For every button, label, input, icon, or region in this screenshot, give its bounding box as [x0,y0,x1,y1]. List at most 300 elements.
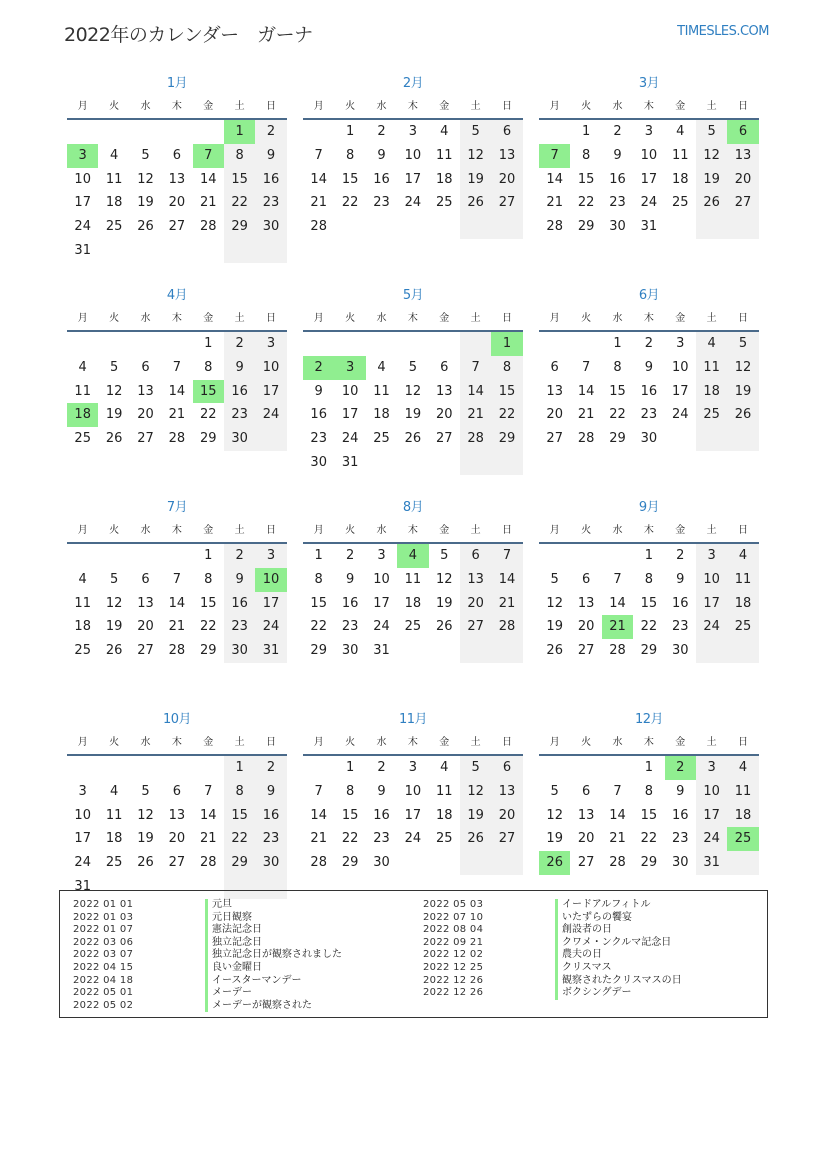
day-cell[interactable]: 27 [577,643,595,659]
day-cell[interactable]: 2 [377,124,386,139]
day-cell[interactable]: 15 [199,595,217,611]
day-cell[interactable]: 20 [460,592,491,616]
day-cell[interactable]: 13 [491,144,522,168]
day-cell[interactable]: 28 [199,855,217,871]
day-cell[interactable]: 11 [105,807,123,823]
day-cell[interactable]: 21 [546,195,563,211]
day-cell[interactable]: 14 [199,807,217,823]
day-cell[interactable]: 23 [255,827,286,851]
day-cell[interactable]: 13 [546,383,563,399]
day-cell[interactable]: 13 [435,383,453,399]
day-cell[interactable]: 7 [613,571,622,587]
day-cell[interactable]: 9 [377,147,386,163]
day-cell[interactable]: 27 [460,615,491,639]
day-cell[interactable]: 29 [224,851,255,875]
day-cell[interactable]: 29 [224,215,255,239]
day-cell[interactable]: 19 [435,595,453,611]
day-cell[interactable]: 10 [373,571,390,587]
day-cell[interactable]: 21 [168,619,186,635]
day-cell[interactable]: 1 [644,548,653,563]
holiday-day-cell[interactable]: 7 [539,144,570,168]
day-cell[interactable]: 28 [460,427,491,451]
day-cell[interactable]: 14 [168,595,186,611]
day-cell[interactable]: 27 [491,827,522,851]
day-cell[interactable]: 26 [435,619,453,635]
day-cell[interactable]: 1 [345,124,355,139]
day-cell[interactable]: 9 [644,359,653,375]
day-cell[interactable]: 31 [640,219,658,235]
day-cell[interactable]: 12 [105,383,123,399]
day-cell[interactable]: 10 [255,356,286,380]
day-cell[interactable]: 30 [609,219,626,235]
day-cell[interactable]: 22 [640,831,658,847]
day-cell[interactable]: 20 [137,619,154,635]
day-cell[interactable]: 5 [460,756,491,780]
day-cell[interactable]: 17 [74,195,91,211]
day-cell[interactable]: 16 [373,807,390,823]
day-cell[interactable]: 9 [255,144,286,168]
day-cell[interactable]: 23 [224,615,255,639]
day-cell[interactable]: 8 [314,571,323,587]
day-cell[interactable]: 17 [74,831,91,847]
day-cell[interactable]: 13 [168,807,186,823]
day-cell[interactable]: 24 [671,407,689,423]
day-cell[interactable]: 27 [137,643,154,659]
day-cell[interactable]: 13 [168,171,186,187]
holiday-day-cell[interactable]: 2 [303,356,334,380]
day-cell[interactable]: 2 [644,336,653,351]
day-cell[interactable]: 14 [310,171,327,187]
day-cell[interactable]: 27 [727,191,758,215]
day-cell[interactable]: 16 [310,407,327,423]
day-cell[interactable]: 8 [613,359,622,375]
day-cell[interactable]: 26 [460,827,491,851]
day-cell[interactable]: 5 [109,359,119,375]
day-cell[interactable]: 17 [341,407,359,423]
day-cell[interactable]: 24 [696,827,727,851]
day-cell[interactable]: 2 [255,756,286,780]
day-cell[interactable]: 18 [74,619,91,635]
day-cell[interactable]: 6 [581,783,591,799]
day-cell[interactable]: 15 [310,595,327,611]
day-cell[interactable]: 14 [168,383,186,399]
day-cell[interactable]: 18 [105,195,123,211]
day-cell[interactable]: 23 [224,403,255,427]
day-cell[interactable]: 1 [644,760,653,775]
day-cell[interactable]: 5 [109,571,119,587]
day-cell[interactable]: 25 [74,431,91,447]
day-cell[interactable]: 24 [696,615,727,639]
day-cell[interactable]: 20 [137,407,154,423]
day-cell[interactable]: 3 [676,336,685,351]
day-cell[interactable]: 23 [671,619,689,635]
day-cell[interactable]: 3 [255,332,286,356]
day-cell[interactable]: 28 [609,855,626,871]
day-cell[interactable]: 17 [640,171,658,187]
day-cell[interactable]: 10 [404,147,422,163]
day-cell[interactable]: 4 [78,359,87,375]
day-cell[interactable]: 29 [341,855,359,871]
day-cell[interactable]: 11 [727,568,758,592]
day-cell[interactable]: 14 [460,380,491,404]
day-cell[interactable]: 11 [74,383,91,399]
day-cell[interactable]: 10 [74,807,91,823]
day-cell[interactable]: 30 [310,454,327,470]
day-cell[interactable]: 4 [696,332,727,356]
day-cell[interactable]: 8 [224,780,255,804]
day-cell[interactable]: 27 [546,431,563,447]
day-cell[interactable]: 1 [345,760,355,775]
day-cell[interactable]: 15 [491,380,522,404]
day-cell[interactable]: 21 [168,407,186,423]
day-cell[interactable]: 31 [373,643,390,659]
day-cell[interactable]: 9 [613,147,622,163]
day-cell[interactable]: 12 [435,571,453,587]
day-cell[interactable]: 28 [310,855,327,871]
day-cell[interactable]: 8 [644,783,653,799]
day-cell[interactable]: 9 [676,783,685,799]
day-cell[interactable]: 5 [440,548,449,563]
day-cell[interactable]: 20 [727,168,758,192]
day-cell[interactable]: 14 [609,595,626,611]
day-cell[interactable]: 19 [546,619,563,635]
day-cell[interactable]: 25 [727,615,758,639]
day-cell[interactable]: 20 [577,831,595,847]
day-cell[interactable]: 11 [74,595,91,611]
day-cell[interactable]: 8 [345,147,355,163]
day-cell[interactable]: 12 [696,144,727,168]
day-cell[interactable]: 16 [609,171,626,187]
day-cell[interactable]: 6 [172,783,181,799]
day-cell[interactable]: 7 [314,783,323,799]
day-cell[interactable]: 1 [581,124,591,139]
day-cell[interactable]: 26 [105,643,123,659]
day-cell[interactable]: 8 [345,783,355,799]
day-cell[interactable]: 20 [546,407,563,423]
day-cell[interactable]: 24 [404,195,422,211]
day-cell[interactable]: 30 [671,855,689,871]
day-cell[interactable]: 4 [440,760,449,775]
day-cell[interactable]: 20 [491,168,522,192]
day-cell[interactable]: 6 [491,756,522,780]
day-cell[interactable]: 25 [435,195,453,211]
day-cell[interactable]: 21 [491,592,522,616]
day-cell[interactable]: 2 [224,544,255,568]
day-cell[interactable]: 6 [491,120,522,144]
day-cell[interactable]: 26 [696,191,727,215]
day-cell[interactable]: 6 [172,147,181,163]
day-cell[interactable]: 17 [255,592,286,616]
day-cell[interactable]: 16 [671,807,689,823]
day-cell[interactable]: 27 [491,191,522,215]
day-cell[interactable]: 4 [109,147,119,163]
day-cell[interactable]: 6 [460,544,491,568]
day-cell[interactable]: 29 [199,431,217,447]
day-cell[interactable]: 29 [577,219,595,235]
day-cell[interactable]: 12 [460,780,491,804]
day-cell[interactable]: 1 [204,548,213,563]
day-cell[interactable]: 22 [609,407,626,423]
day-cell[interactable]: 25 [696,403,727,427]
day-cell[interactable]: 19 [460,804,491,828]
day-cell[interactable]: 13 [727,144,758,168]
day-cell[interactable]: 31 [74,242,91,258]
day-cell[interactable]: 27 [168,855,186,871]
day-cell[interactable]: 9 [345,571,355,587]
day-cell[interactable]: 30 [671,643,689,659]
day-cell[interactable]: 28 [199,219,217,235]
day-cell[interactable]: 2 [255,120,286,144]
day-cell[interactable]: 7 [491,544,522,568]
day-cell[interactable]: 17 [671,383,689,399]
day-cell[interactable]: 1 [204,336,213,351]
holiday-day-cell[interactable]: 7 [193,144,224,168]
day-cell[interactable]: 14 [546,171,563,187]
day-cell[interactable]: 27 [577,855,595,871]
day-cell[interactable]: 16 [255,804,286,828]
day-cell[interactable]: 4 [109,783,119,799]
day-cell[interactable]: 24 [341,431,359,447]
day-cell[interactable]: 21 [460,403,491,427]
day-cell[interactable]: 28 [168,431,186,447]
day-cell[interactable]: 24 [404,831,422,847]
day-cell[interactable]: 22 [224,827,255,851]
day-cell[interactable]: 26 [404,431,422,447]
day-cell[interactable]: 6 [141,571,150,587]
day-cell[interactable]: 7 [172,571,181,587]
day-cell[interactable]: 10 [640,147,658,163]
day-cell[interactable]: 22 [224,191,255,215]
day-cell[interactable]: 7 [204,783,213,799]
day-cell[interactable]: 15 [577,171,595,187]
day-cell[interactable]: 15 [224,168,255,192]
day-cell[interactable]: 18 [671,171,689,187]
day-cell[interactable]: 2 [224,332,255,356]
day-cell[interactable]: 19 [404,407,422,423]
day-cell[interactable]: 18 [373,407,390,423]
day-cell[interactable]: 24 [74,219,91,235]
holiday-day-cell[interactable]: 21 [602,615,633,639]
day-cell[interactable]: 25 [74,643,91,659]
day-cell[interactable]: 29 [640,643,658,659]
day-cell[interactable]: 12 [105,595,123,611]
day-cell[interactable]: 5 [727,332,758,356]
day-cell[interactable]: 11 [671,147,689,163]
day-cell[interactable]: 30 [224,427,255,451]
day-cell[interactable]: 9 [224,356,255,380]
day-cell[interactable]: 17 [696,804,727,828]
day-cell[interactable]: 29 [609,431,626,447]
day-cell[interactable]: 17 [404,171,422,187]
day-cell[interactable]: 10 [671,359,689,375]
day-cell[interactable]: 14 [491,568,522,592]
day-cell[interactable]: 21 [199,195,217,211]
day-cell[interactable]: 12 [460,144,491,168]
day-cell[interactable]: 10 [696,568,727,592]
day-cell[interactable]: 26 [460,191,491,215]
day-cell[interactable]: 31 [341,454,359,470]
day-cell[interactable]: 13 [577,595,595,611]
day-cell[interactable]: 13 [577,807,595,823]
day-cell[interactable]: 17 [404,807,422,823]
day-cell[interactable]: 31 [696,851,727,875]
day-cell[interactable]: 9 [314,383,323,399]
day-cell[interactable]: 3 [696,756,727,780]
holiday-day-cell[interactable]: 1 [224,120,255,144]
day-cell[interactable]: 24 [373,619,390,635]
day-cell[interactable]: 12 [137,171,154,187]
day-cell[interactable]: 18 [727,804,758,828]
day-cell[interactable]: 16 [255,168,286,192]
day-cell[interactable]: 25 [671,195,689,211]
day-cell[interactable]: 1 [613,336,622,351]
day-cell[interactable]: 5 [696,120,727,144]
day-cell[interactable]: 17 [696,592,727,616]
day-cell[interactable]: 22 [199,619,217,635]
day-cell[interactable]: 22 [640,619,658,635]
day-cell[interactable]: 28 [609,643,626,659]
day-cell[interactable]: 1 [224,756,255,780]
day-cell[interactable]: 18 [435,807,453,823]
day-cell[interactable]: 15 [224,804,255,828]
day-cell[interactable]: 4 [78,571,87,587]
day-cell[interactable]: 30 [341,643,359,659]
day-cell[interactable]: 17 [255,380,286,404]
day-cell[interactable]: 12 [404,383,422,399]
day-cell[interactable]: 27 [435,431,453,447]
day-cell[interactable]: 16 [224,380,255,404]
day-cell[interactable]: 2 [613,124,622,139]
day-cell[interactable]: 12 [546,807,563,823]
day-cell[interactable]: 14 [609,807,626,823]
day-cell[interactable]: 31 [74,878,91,894]
day-cell[interactable]: 22 [199,407,217,423]
day-cell[interactable]: 18 [105,831,123,847]
day-cell[interactable]: 28 [491,615,522,639]
holiday-day-cell[interactable]: 15 [193,380,224,404]
day-cell[interactable]: 15 [341,171,359,187]
day-cell[interactable]: 29 [640,855,658,871]
day-cell[interactable]: 21 [310,195,327,211]
day-cell[interactable]: 13 [137,595,154,611]
day-cell[interactable]: 29 [310,643,327,659]
day-cell[interactable]: 22 [341,195,359,211]
day-cell[interactable]: 20 [577,619,595,635]
day-cell[interactable]: 23 [255,191,286,215]
day-cell[interactable]: 3 [255,544,286,568]
day-cell[interactable]: 4 [440,124,449,139]
day-cell[interactable]: 5 [141,147,150,163]
day-cell[interactable]: 22 [341,831,359,847]
day-cell[interactable]: 27 [137,431,154,447]
day-cell[interactable]: 15 [640,595,658,611]
holiday-day-cell[interactable]: 26 [539,851,570,875]
day-cell[interactable]: 4 [377,359,386,375]
day-cell[interactable]: 10 [74,171,91,187]
day-cell[interactable]: 8 [204,359,213,375]
day-cell[interactable]: 14 [199,171,217,187]
day-cell[interactable]: 5 [460,120,491,144]
day-cell[interactable]: 16 [224,592,255,616]
day-cell[interactable]: 21 [609,831,626,847]
day-cell[interactable]: 24 [255,403,286,427]
day-cell[interactable]: 12 [727,356,758,380]
day-cell[interactable]: 6 [440,359,449,375]
day-cell[interactable]: 18 [435,171,453,187]
day-cell[interactable]: 11 [373,383,390,399]
day-cell[interactable]: 23 [373,831,390,847]
holiday-day-cell[interactable]: 4 [397,544,428,568]
day-cell[interactable]: 19 [460,168,491,192]
day-cell[interactable]: 6 [581,571,591,587]
day-cell[interactable]: 23 [671,831,689,847]
day-cell[interactable]: 22 [310,619,327,635]
day-cell[interactable]: 23 [609,195,626,211]
day-cell[interactable]: 23 [310,431,327,447]
day-cell[interactable]: 9 [377,783,386,799]
day-cell[interactable]: 7 [172,359,181,375]
day-cell[interactable]: 19 [137,831,154,847]
day-cell[interactable]: 24 [640,195,658,211]
day-cell[interactable]: 10 [341,383,359,399]
day-cell[interactable]: 9 [255,780,286,804]
day-cell[interactable]: 14 [577,383,595,399]
day-cell[interactable]: 4 [676,124,685,139]
day-cell[interactable]: 26 [546,643,563,659]
day-cell[interactable]: 20 [435,407,453,423]
day-cell[interactable]: 20 [168,195,186,211]
day-cell[interactable]: 21 [577,407,595,423]
day-cell[interactable]: 5 [550,571,559,587]
day-cell[interactable]: 16 [373,171,390,187]
day-cell[interactable]: 2 [676,548,685,563]
day-cell[interactable]: 31 [255,639,286,663]
day-cell[interactable]: 26 [105,431,123,447]
day-cell[interactable]: 16 [640,383,658,399]
day-cell[interactable]: 8 [581,147,591,163]
day-cell[interactable]: 30 [640,431,658,447]
day-cell[interactable]: 27 [168,219,186,235]
day-cell[interactable]: 9 [676,571,685,587]
day-cell[interactable]: 19 [696,168,727,192]
holiday-day-cell[interactable]: 18 [67,403,98,427]
day-cell[interactable]: 19 [137,195,154,211]
day-cell[interactable]: 11 [435,147,453,163]
day-cell[interactable]: 16 [341,595,359,611]
day-cell[interactable]: 28 [310,219,327,235]
holiday-day-cell[interactable]: 1 [491,332,522,356]
day-cell[interactable]: 6 [550,359,559,375]
day-cell[interactable]: 7 [460,356,491,380]
day-cell[interactable]: 19 [727,380,758,404]
day-cell[interactable]: 19 [105,407,123,423]
holiday-day-cell[interactable]: 3 [67,144,98,168]
day-cell[interactable]: 3 [408,760,417,775]
day-cell[interactable]: 30 [255,215,286,239]
day-cell[interactable]: 25 [105,855,123,871]
day-cell[interactable]: 18 [404,595,422,611]
day-cell[interactable]: 25 [435,831,453,847]
site-link[interactable]: TIMESLES.COM [677,24,769,39]
day-cell[interactable]: 23 [373,195,390,211]
day-cell[interactable]: 8 [204,571,213,587]
day-cell[interactable]: 5 [141,783,150,799]
day-cell[interactable]: 18 [696,380,727,404]
day-cell[interactable]: 15 [609,383,626,399]
day-cell[interactable]: 25 [373,431,390,447]
day-cell[interactable]: 26 [137,855,154,871]
day-cell[interactable]: 28 [168,643,186,659]
